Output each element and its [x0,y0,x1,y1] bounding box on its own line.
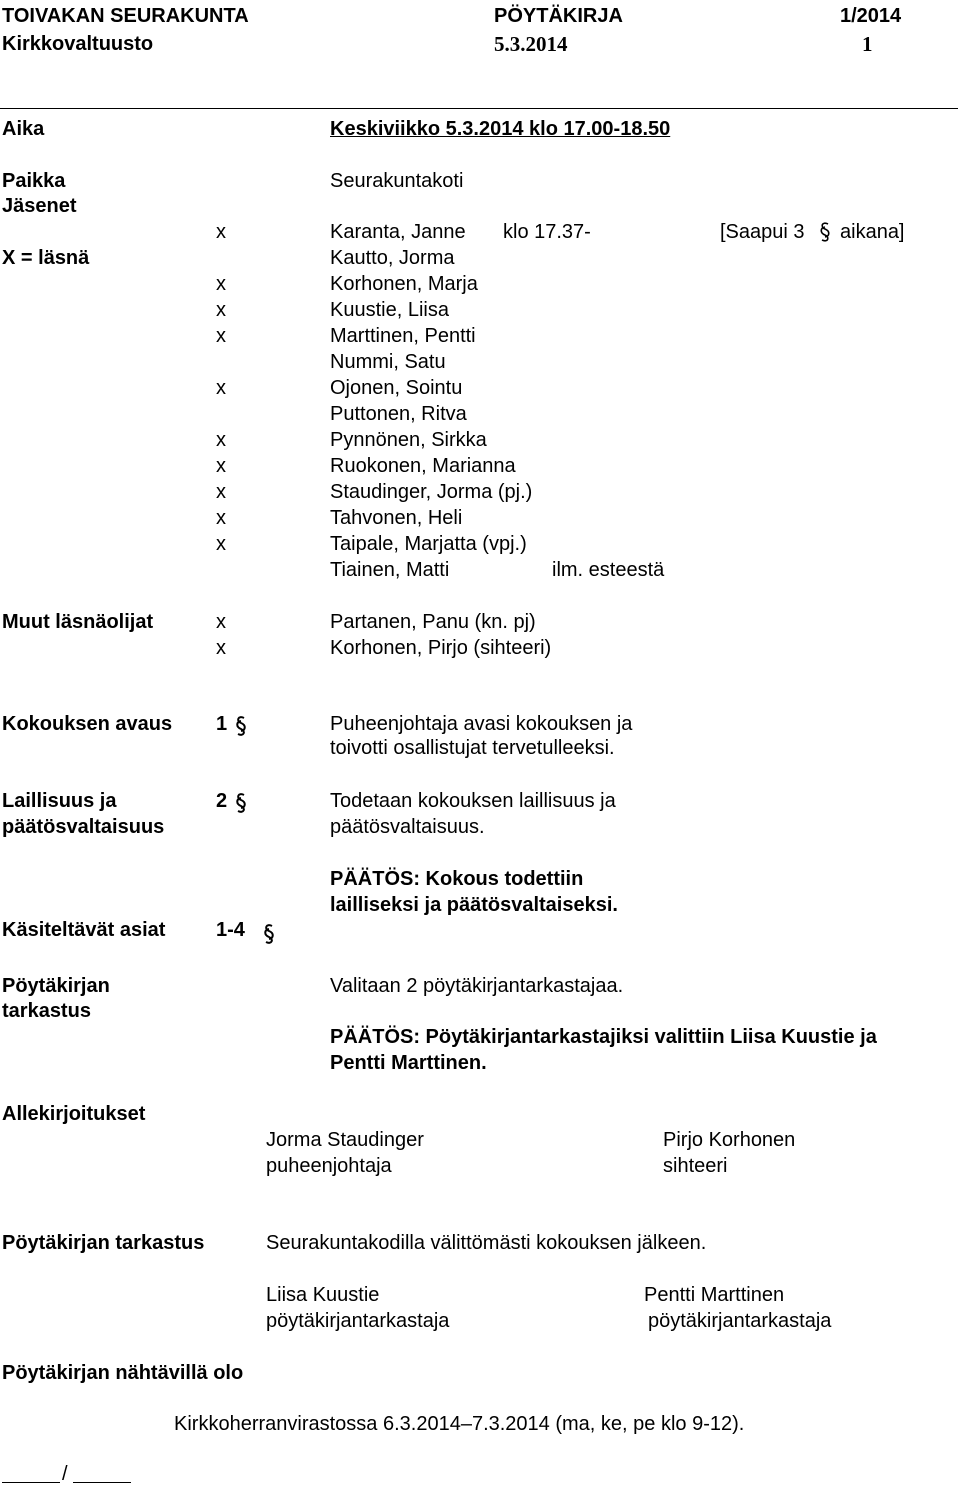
display-text: Kirkkoherranvirastossa 6.3.2014–7.3.2014 (ma, ke, pe klo 9-12). [174,1413,745,1435]
review-label: Pöytäkirjan tarkastus [2,1232,205,1254]
member-mark: x [216,377,226,399]
review-text: Seurakuntakodilla välittömästi kokouksen jälkeen. [266,1232,707,1254]
signer-1-name: Jorma Staudinger [266,1129,424,1151]
doc-type: PÖYTÄKIRJA [494,5,623,27]
member-name: Puttonen, Ritva [330,403,467,425]
signer-2-role: sihteeri [663,1155,728,1177]
section-sign-icon [262,922,276,946]
header-rule [0,108,958,109]
meeting-date: 5.3.2014 [494,32,568,56]
checker-1-name: Liisa Kuustie [266,1284,380,1306]
signer-2-name: Pirjo Korhonen [663,1129,796,1151]
member-name: Tahvonen, Heli [330,507,463,529]
signer-1-role: puheenjohtaja [266,1155,392,1177]
member-name: Karanta, Janne [330,221,466,243]
section-3-decision-2: Pentti Marttinen. [330,1052,487,1074]
member-note: ilm. esteestä [552,559,665,581]
checker-2-name: Pentti Marttinen [644,1284,785,1306]
section-3-subtitle-2: tarkastus [2,1000,91,1022]
checker-2-role: pöytäkirjantarkastaja [648,1310,832,1332]
muut-label: Muut läsnäolijat [2,611,154,633]
signatures-label: Allekirjoitukset [2,1103,146,1125]
member-mark: x [216,533,226,555]
presence-legend: X = läsnä [2,247,90,269]
section-sign-icon [818,220,832,244]
blank-line [2,1482,60,1483]
member-mark: x [216,429,226,451]
member-name: Ojonen, Sointu [330,377,463,399]
member-name: Pynnönen, Sirkka [330,429,487,451]
paikka-value: Seurakuntakoti [330,170,464,192]
member-extra-2: aikana] [840,221,905,243]
jasenet-label: Jäsenet [2,195,77,217]
member-mark: x [216,455,226,477]
member-mark: x [216,299,226,321]
member-name: Kautto, Jorma [330,247,455,269]
section-1-text-2: toivotti osallistujat tervetulleeksi. [330,737,615,759]
attendee-name: Partanen, Panu (kn. pj) [330,611,536,633]
checker-1-role: pöytäkirjantarkastaja [266,1310,450,1332]
section-2-text-2: päätösvaltaisuus. [330,816,485,838]
section-2-title-2: päätösvaltaisuus [2,816,165,838]
member-name: Taipale, Marjatta (vpj.) [330,533,527,555]
member-name: Korhonen, Marja [330,273,478,295]
section-sign-icon [234,791,248,815]
member-name: Kuustie, Liisa [330,299,449,321]
section-3-title: Käsiteltävät asiat [2,919,166,941]
display-label: Pöytäkirjan nähtävillä olo [2,1362,244,1384]
body-name: Kirkkovaltuusto [2,33,154,55]
member-mark: x [216,325,226,347]
member-name: Ruokonen, Marianna [330,455,516,477]
org-name: TOIVAKAN SEURAKUNTA [2,5,249,27]
section-2-number: 2 [216,790,228,812]
member-mark: x [216,481,226,503]
section-1-title: Kokouksen avaus [2,713,173,735]
aika-value: Keskiviikko 5.3.2014 klo 17.00-18.50 [330,118,671,140]
section-2-text: Todetaan kokouksen laillisuus ja [330,790,616,812]
section-3-subtitle: Pöytäkirjan [2,975,110,997]
member-name: Marttinen, Pentti [330,325,476,347]
member-mark: x [216,221,226,243]
member-note: klo 17.37- [503,221,591,243]
section-2-decision-2: lailliseksi ja päätösvaltaiseksi. [330,894,618,916]
member-mark: x [216,507,226,529]
member-name: Staudinger, Jorma (pj.) [330,481,533,503]
section-3-text: Valitaan 2 pöytäkirjantarkastajaa. [330,975,624,997]
section-3-number: 1-4 [216,919,245,941]
paikka-label: Paikka [2,170,66,192]
date-slash: / [62,1463,68,1485]
section-2-decision: PÄÄTÖS: Kokous todettiin [330,868,584,890]
member-name: Tiainen, Matti [330,559,450,581]
section-3-decision: PÄÄTÖS: Pöytäkirjantarkastajiksi valittiin Liisa Kuustie ja [330,1026,877,1048]
section-sign-icon [234,714,248,738]
page-number: 1 [862,32,873,56]
blank-line [73,1482,131,1483]
section-1-text: Puheenjohtaja avasi kokouksen ja [330,713,633,735]
section-1-number: 1 [216,713,228,735]
doc-number: 1/2014 [840,5,902,27]
member-extra: [Saapui 3 [720,221,805,243]
member-mark: x [216,273,226,295]
attendee-mark: x [216,637,226,659]
section-2-title: Laillisuus ja [2,790,117,812]
aika-label: Aika [2,118,45,140]
member-name: Nummi, Satu [330,351,446,373]
attendee-mark: x [216,611,226,633]
attendee-name: Korhonen, Pirjo (sihteeri) [330,637,552,659]
